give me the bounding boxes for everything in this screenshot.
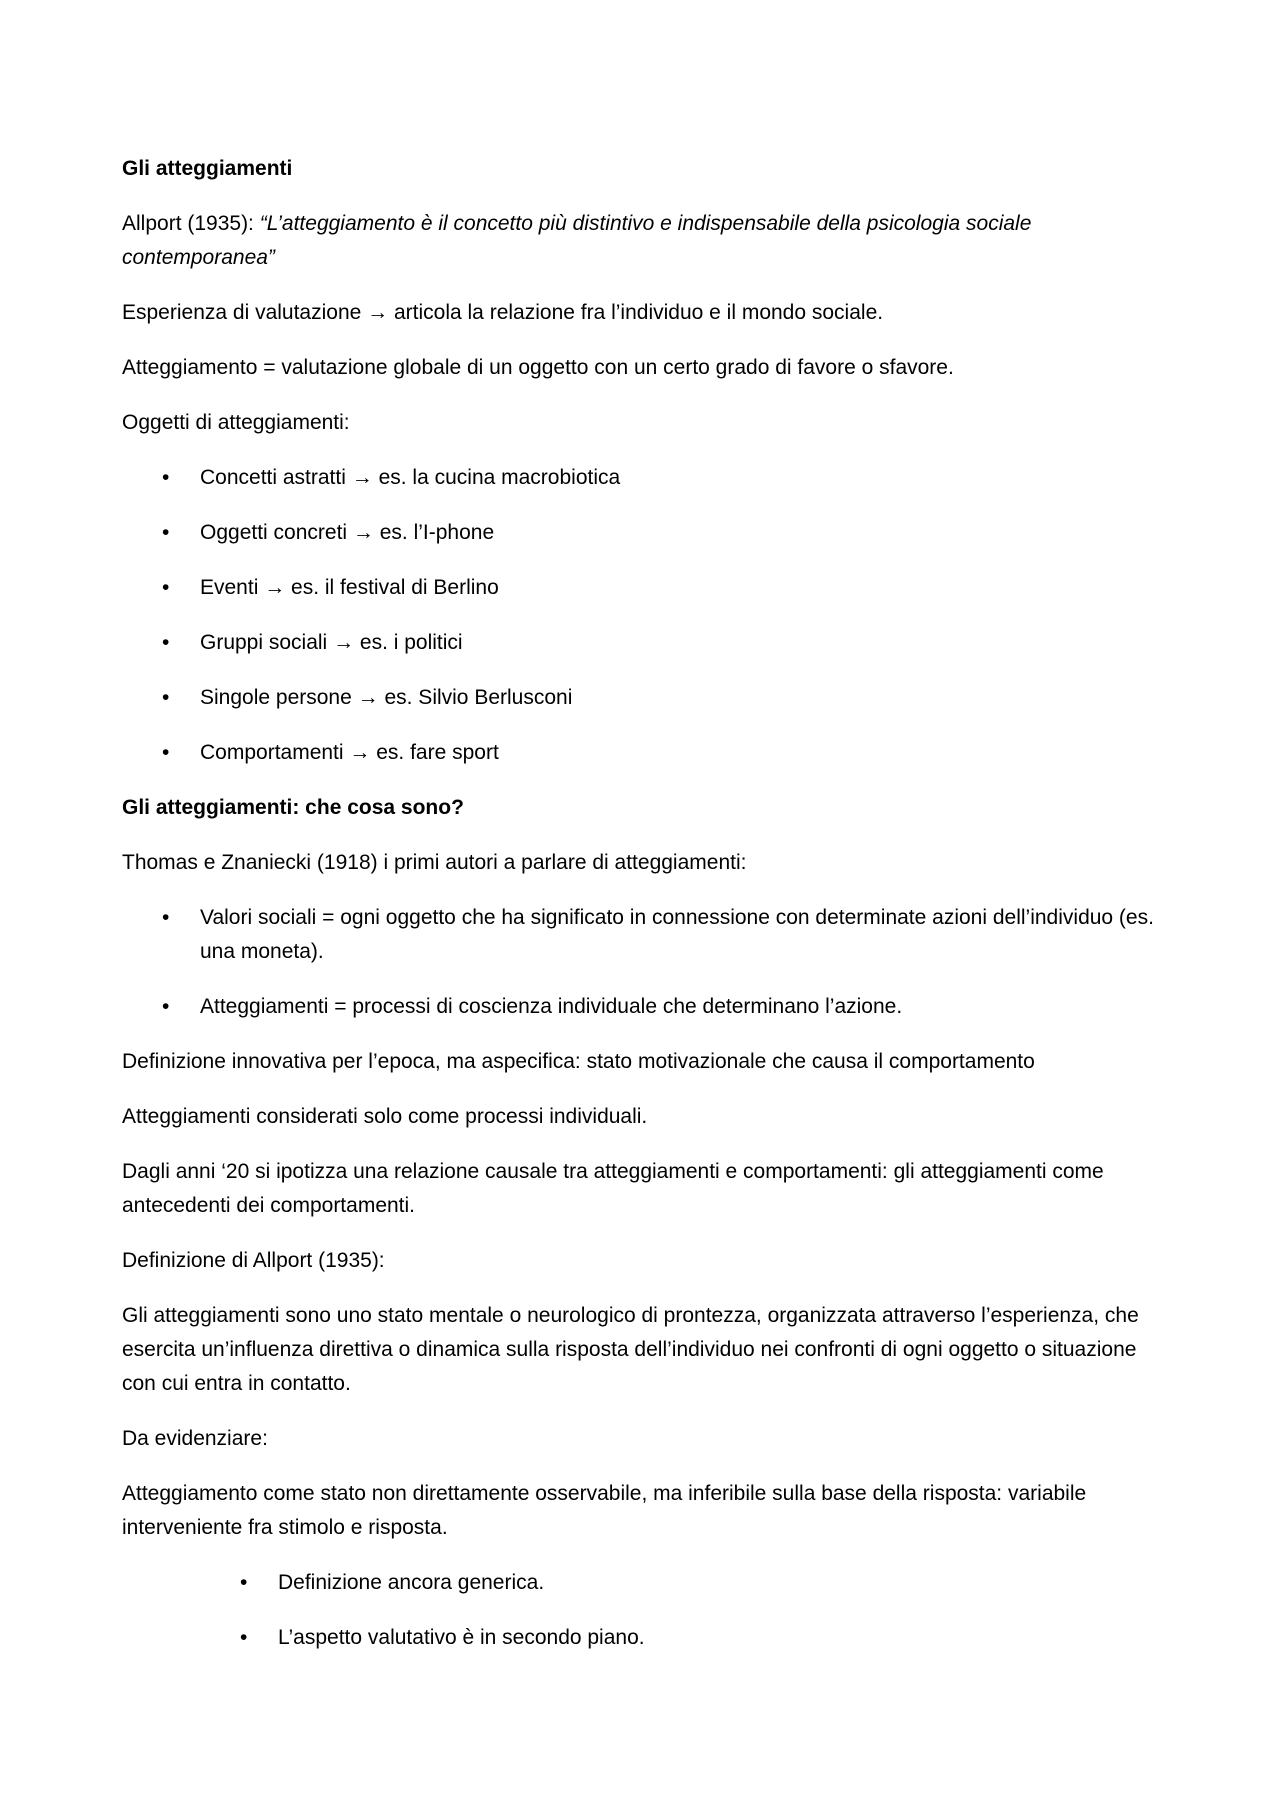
list-item (122, 681, 1162, 715)
bullet-icon: • (162, 576, 170, 599)
esperienza-paragraph (122, 296, 1162, 330)
arrow-icon: → (367, 301, 389, 324)
def-allport-intro: Definizione di Allport (1935): (122, 1249, 385, 1272)
allport-prefix: Allport (1935): (122, 212, 260, 235)
bullet-icon: • (162, 686, 170, 709)
def-allport-paragraph: Gli atteggiamenti sono uno stato mentale o neurologico di prontezza, organizzata attraverso l’esperienza, che esercita un’influenza direttiva o dinamica sulla risposta dell’individuo nei confronti di ogni oggetto o situazione con cui entra in contatto. (122, 1304, 1139, 1395)
heading-che-cosa-sono: Gli atteggiamenti: che cosa sono? (122, 796, 464, 819)
objects-list (122, 461, 1162, 770)
list-item (122, 901, 1162, 969)
anni20-paragraph: Dagli anni ‘20 si ipotizza una relazione causale tra atteggiamenti e comportamenti: gli atteggiamenti come antecedenti dei comportamenti. (122, 1160, 1104, 1217)
list-item (122, 990, 1162, 1024)
arrow-icon: → (357, 686, 379, 709)
item-text: Definizione ancora generica. (278, 1571, 545, 1594)
esperienza-left: Esperienza di valutazione (122, 301, 368, 324)
item-text: Atteggiamenti = processi di coscienza individuale che determinano l’azione. (200, 995, 903, 1018)
bullet-icon: • (162, 466, 170, 489)
arrow-icon: → (264, 576, 286, 599)
item-label: Oggetti concreti (200, 521, 353, 544)
item-label: Concetti astratti (200, 466, 352, 489)
list-item (122, 736, 1162, 770)
list-item (122, 516, 1162, 550)
bullet-icon: • (162, 631, 170, 654)
allport-quote-paragraph (122, 207, 1162, 275)
bullet-icon: • (240, 1571, 248, 1594)
item-example: es. i politici (354, 631, 463, 654)
esperienza-right: articola la relazione fra l’individuo e il mondo sociale. (388, 301, 884, 324)
item-example: es. Silvio Berlusconi (378, 686, 573, 709)
considerati-paragraph: Atteggiamenti considerati solo come processi individuali. (122, 1105, 648, 1128)
bullet-icon: • (162, 906, 170, 929)
bullet-icon: • (162, 521, 170, 544)
item-example: es. l’I-phone (373, 521, 495, 544)
thomas-list (122, 901, 1162, 1024)
item-example: es. la cucina macrobiotica (372, 466, 621, 489)
stato-paragraph: Atteggiamento come stato non direttamente osservabile, ma inferibile sulla base della risposta: variabile interveniente fra stimolo e risposta. (122, 1482, 1087, 1539)
item-label: Eventi (200, 576, 265, 599)
arrow-icon: → (349, 741, 371, 764)
heading-gli-atteggiamenti: Gli atteggiamenti (122, 157, 293, 180)
arrow-icon: → (352, 521, 374, 544)
bullet-icon: • (162, 995, 170, 1018)
objects-intro: Oggetti di atteggiamenti: (122, 411, 350, 434)
innovativa-paragraph: Definizione innovativa per l’epoca, ma aspecifica: stato motivazionale che causa il comportamento (122, 1050, 1035, 1073)
final-list (122, 1566, 1162, 1655)
item-example: es. il festival di Berlino (285, 576, 499, 599)
item-label: Comportamenti (200, 741, 350, 764)
bullet-icon: • (240, 1626, 248, 1649)
item-text: Valori sociali = ogni oggetto che ha significato in connessione con determinate azioni dell’individuo (es. una moneta). (200, 906, 1154, 963)
list-item (122, 626, 1162, 660)
definition-paragraph: Atteggiamento = valutazione globale di un oggetto con un certo grado di favore o sfavore. (122, 356, 954, 379)
list-item (122, 1621, 1162, 1655)
thomas-intro: Thomas e Znaniecki (1918) i primi autori a parlare di atteggiamenti: (122, 851, 747, 874)
document-page (122, 152, 1162, 1676)
list-item (122, 461, 1162, 495)
allport-quote: “L’atteggiamento è il concetto più distintivo e indispensabile della psicologia sociale contemporanea” (122, 212, 1032, 269)
item-label: Gruppi sociali (200, 631, 334, 654)
list-item (122, 571, 1162, 605)
arrow-icon: → (351, 466, 373, 489)
list-item (122, 1566, 1162, 1600)
evidenziare-label: Da evidenziare: (122, 1427, 268, 1450)
item-example: es. fare sport (370, 741, 499, 764)
item-label: Singole persone (200, 686, 358, 709)
item-text: L’aspetto valutativo è in secondo piano. (278, 1626, 645, 1649)
bullet-icon: • (162, 741, 170, 764)
arrow-icon: → (333, 631, 355, 654)
